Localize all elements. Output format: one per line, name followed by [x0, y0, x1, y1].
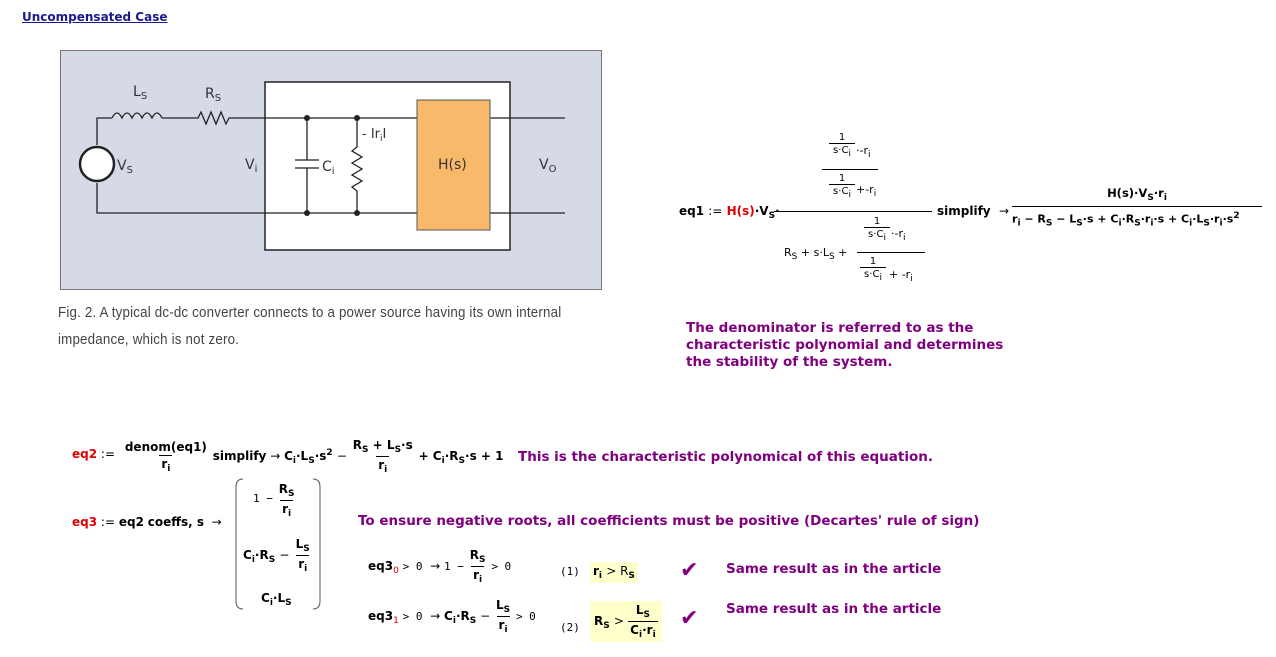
condition-2-label: (2): [560, 621, 580, 634]
circuit-figure: [60, 50, 602, 290]
condition-2-result: $R_S$ > $\frac{L_S}{C_i\cdot r_i}$: [590, 601, 662, 642]
eq2-row: eq2 := $\frac{\text{denom(eq1)}}{r_i}$ simplify → $C_i\cdot L_S\cdot s^2$ − $\frac{R_S + L_S\cdot s}{r_i}$ + $C_i\cdot R_S\cdot s + 1$: [72, 438, 504, 475]
note-denominator: The denominator is referred to as the characteristic polynomial and determines the stability of the system.: [686, 320, 1004, 370]
eq3-coeff-vector: 1 − $\frac{R_S}{r_i}$ $C_i\cdot R_S$ − $\frac{L_S}{r_i}$ $C_i\cdot L_S$: [235, 477, 321, 611]
check-icon: ✔: [680, 606, 699, 631]
label-ri: - $Ir_iI$: [362, 127, 387, 144]
condition-1: $eq3_0 > 0 \to 1$ − $\frac{R_S}{r_i}$ > 0: [368, 548, 512, 585]
check-icon: ✔: [680, 558, 699, 583]
section-heading-link[interactable]: Uncompensated Case: [22, 10, 168, 24]
label-hs: H(s): [438, 157, 467, 173]
label-vo: $V_O$: [539, 157, 557, 175]
condition-2: $eq3_1 > 0 \to C_i\cdot R_S$ − $\frac{L_S}{r_i}$ > 0: [368, 598, 536, 635]
condition-1-label: (1): [560, 565, 580, 578]
note-cond1: Same result as in the article: [726, 561, 942, 577]
note-cond2: Same result as in the article: [726, 601, 942, 617]
label-vi: $V_i$: [245, 157, 258, 175]
label-vs: $V_S$: [117, 158, 133, 176]
label-ci: $C_i$: [322, 159, 335, 177]
condition-1-result: $r_i > R_S$: [590, 562, 638, 583]
circuit-diagram: [60, 50, 602, 290]
label-rs: $R_S$: [205, 86, 222, 104]
eq3-lhs: eq3 := eq2 coeffs, s →: [72, 515, 222, 529]
eq1-result: $H(s)\cdot V_S\cdot r_i$ $r_i - R_S - L_S\cdot s + C_i\cdot R_S\cdot r_i\cdot s + C_i\cdot L_S\cdot r_i\cdot s^2$: [1012, 186, 1262, 229]
figure-caption: Fig. 2. A typical dc-dc converter connects to a power source having its own internal impedance, which is not zero.: [58, 305, 562, 348]
note-eq3: To ensure negative roots, all coefficients must be positive (Decartes' rule of sign): [358, 513, 980, 529]
label-ls: $L_S$: [133, 84, 148, 102]
eq1-lhs: eq1 := $H(s)\cdot V_S\cdot$: [679, 204, 780, 221]
note-eq2: This is the characteristic polynomical of this equation.: [518, 449, 933, 465]
voltage-source-icon: [80, 147, 114, 181]
eq1-block: eq1 := $H(s)\cdot V_S\cdot$ 1 $s\cdot C_i$ $\cdot-r_i$ 1 $s\cdot C_i$ $+-r_i$ $R_S + s\cdot L_S$ + 1 $s\cdot C_i$ $\cdot-r_i$ 1 $s\cdot C_i$ + $-r_i$ simplify → $H(s)\cdot V_S\cdot r_i$ $r_i - R_S - L_S\cdot s + C_i\cdot R_S\cdot r_i\cdot s + C_i\cdot L_S\cdot r_i\cdot s^2$: [679, 120, 1269, 305]
